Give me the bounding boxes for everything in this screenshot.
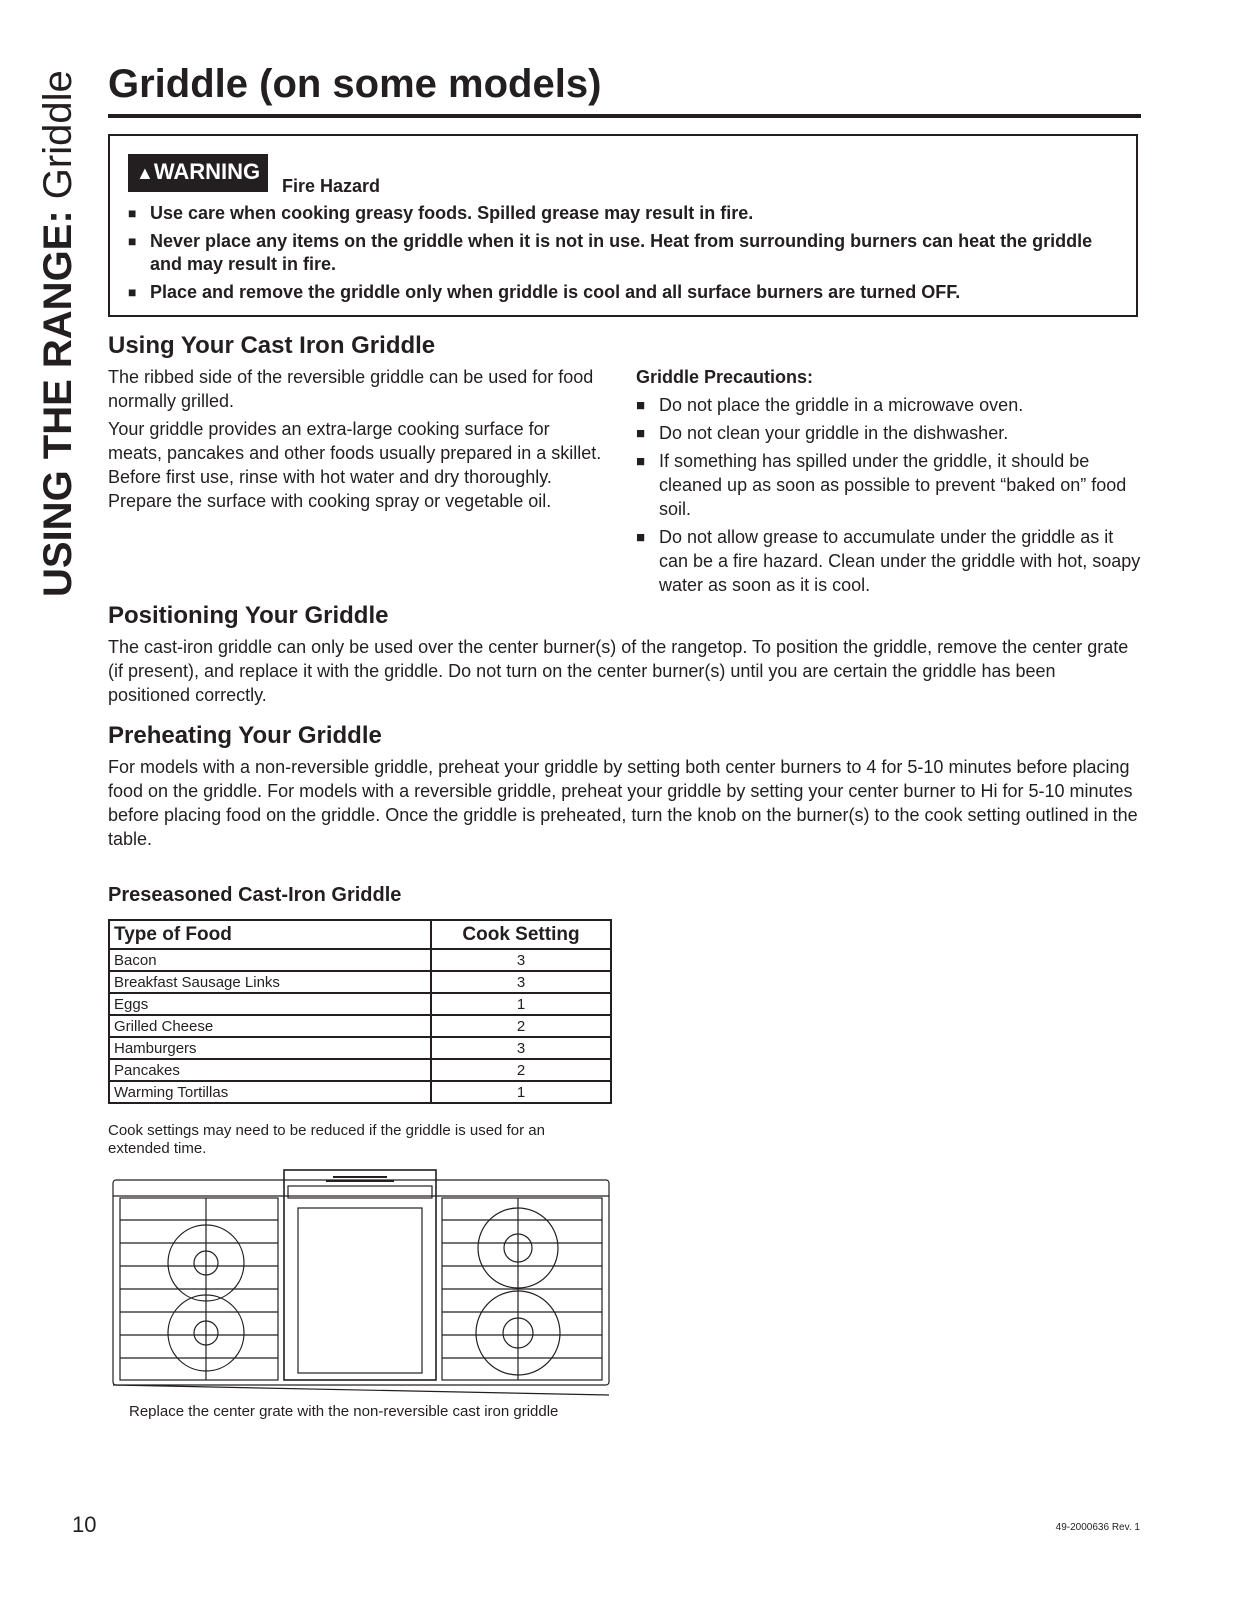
side-tab-label [34, 72, 82, 597]
table-header-row [109, 920, 611, 949]
precaution-text: If something has spilled under the griddle, it should be cleaned up as soon as possible to prevent “baked on” food soil. [659, 451, 1127, 519]
list-item [128, 281, 1118, 304]
bullet-square-icon: ■ [636, 529, 646, 546]
using-heading: Using Your Cast Iron Griddle [108, 332, 436, 359]
warning-item-text: Use care when cooking greasy foods. Spilled grease may result in fire. [150, 203, 754, 223]
list-item [128, 230, 1118, 276]
bullet-square-icon: ■ [128, 233, 137, 249]
precaution-text: Do not place the griddle in a microwave oven. [659, 395, 1024, 415]
food-cell: Breakfast Sausage Links [109, 971, 431, 993]
table-row [109, 1081, 611, 1103]
preheating-text: For models with a non-reversible griddle, preheat your griddle by setting both center burners to 4 for 5-10 minutes before placing food on the griddle. For models with a reversible griddle, preheat your griddle by setting your center burner to Hi for 5-10 minutes before placing food on the griddle. Once the griddle is preheated, turn the knob on the burner(s) to the cook setting outlined in the table. [108, 757, 1138, 849]
list-item [128, 202, 1118, 225]
table-row [109, 971, 611, 993]
setting-cell: 1 [431, 1081, 611, 1103]
setting-cell: 3 [431, 1037, 611, 1059]
cook-settings-table [108, 919, 612, 1104]
side-tab-light: Griddle [36, 70, 80, 211]
figure-caption: Replace the center grate with the non-reversible cast iron griddle [129, 1403, 559, 1420]
warning-item-text: Place and remove the griddle only when griddle is cool and all surface burners are turned OFF. [150, 282, 961, 302]
bullet-square-icon: ■ [128, 205, 137, 221]
table-row [109, 993, 611, 1015]
list-item [636, 449, 1141, 521]
bullet-square-icon: ■ [636, 453, 646, 470]
table-note: Cook settings may need to be reduced if the griddle is used for an extended time. [108, 1122, 545, 1157]
food-cell: Eggs [109, 993, 431, 1015]
food-cell: Warming Tortillas [109, 1081, 431, 1103]
warning-triangle-icon: ▲ [136, 163, 154, 183]
setting-cell: 3 [431, 949, 611, 971]
warning-list [128, 202, 1118, 309]
using-para-2: Your griddle provides an extra-large cooking surface for meats, pancakes and other foods usually prepared in a skillet. Before first use, rinse with hot water and dry thoroughly. Prepare the surface with cooking spray or vegetable oil. [108, 419, 602, 511]
table-row [109, 1037, 611, 1059]
list-item [636, 393, 1141, 417]
warning-badge-label: WARNING [153, 159, 261, 184]
positioning-heading: Positioning Your Griddle [108, 602, 389, 629]
food-cell: Bacon [109, 949, 431, 971]
positioning-text: The cast-iron griddle can only be used over the center burner(s) of the rangetop. To position the griddle, remove the center grate (if present), and replace it with the griddle. Do not turn on the center burner(s) until you are certain the griddle has been positioned correctly. [108, 637, 1129, 705]
preheating-heading: Preheating Your Griddle [108, 722, 382, 749]
page-title: Griddle (on some models) [108, 62, 602, 106]
warning-subtitle: Fire Hazard [282, 176, 381, 196]
title-rule [108, 114, 1141, 118]
list-item [636, 421, 1141, 445]
food-cell: Pancakes [109, 1059, 431, 1081]
table-title: Preseasoned Cast-Iron Griddle [108, 884, 402, 906]
precautions-list [636, 393, 1141, 601]
food-cell: Grilled Cheese [109, 1015, 431, 1037]
setting-cell: 1 [431, 993, 611, 1015]
precaution-text: Do not clean your griddle in the dishwasher. [659, 423, 1009, 443]
precautions-heading: Griddle Precautions: [636, 367, 814, 387]
list-item [636, 525, 1141, 597]
bullet-square-icon: ■ [636, 425, 646, 442]
side-tab [34, 72, 82, 597]
rangetop-griddle-illustration [108, 1168, 614, 1396]
setting-cell: 2 [431, 1015, 611, 1037]
document-number: 49-2000636 Rev. 1 [1055, 1522, 1140, 1533]
setting-cell: 3 [431, 971, 611, 993]
column-header-food: Type of Food [109, 920, 431, 949]
table-row [109, 1015, 611, 1037]
precaution-text: Do not allow grease to accumulate under the griddle as it can be a fire hazard. Clean under the griddle with hot, soapy water as soon as it is cool. [659, 527, 1141, 595]
side-tab-bold: USING THE RANGE: [36, 210, 80, 597]
warning-badge [128, 154, 268, 192]
setting-cell: 2 [431, 1059, 611, 1081]
bullet-square-icon: ■ [636, 397, 646, 414]
table-row [109, 1059, 611, 1081]
food-cell: Hamburgers [109, 1037, 431, 1059]
warning-box [108, 134, 1138, 317]
table-row [109, 949, 611, 971]
page-number: 10 [72, 1512, 97, 1537]
using-para-1: The ribbed side of the reversible griddle can be used for food normally grilled. [108, 367, 594, 411]
bullet-square-icon: ■ [128, 284, 137, 300]
warning-item-text: Never place any items on the griddle when it is not in use. Heat from surrounding burners can heat the griddle and may result in fire. [150, 231, 1093, 274]
column-header-setting: Cook Setting [431, 920, 611, 949]
